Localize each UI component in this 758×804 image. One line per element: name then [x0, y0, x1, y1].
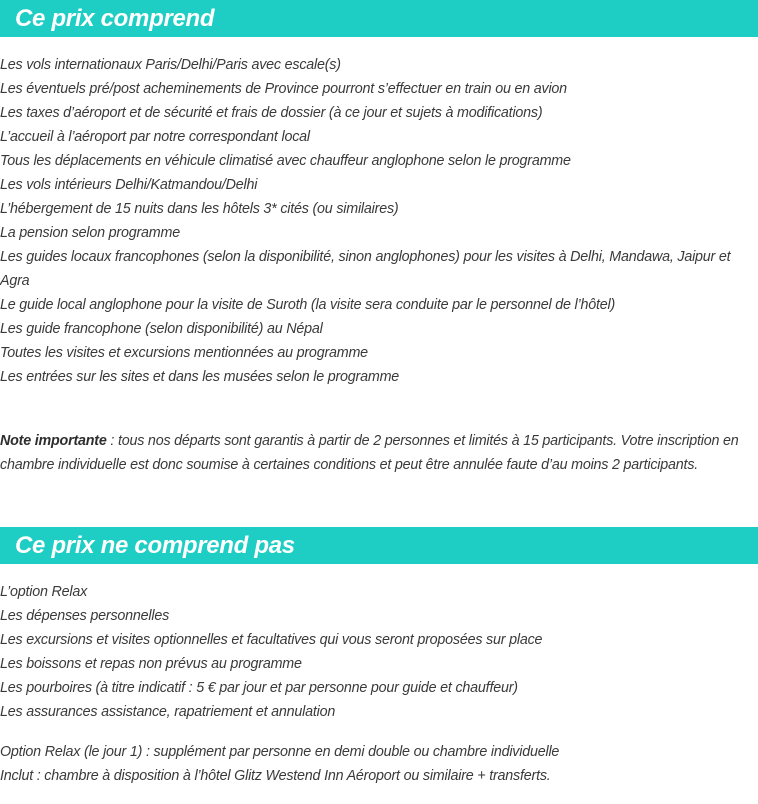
list-item: Les assurances assistance, rapatriement et annulation [0, 704, 336, 720]
excluded-section-header [0, 527, 758, 564]
list-item: Les pourboires (à titre indicatif : 5 € par jour et par personne pour guide et chauffeur) [0, 680, 518, 696]
option-relax-line-2: Inclut : chambre à disposition à l’hôtel Glitz Westend Inn Aéroport ou similaire + transferts. [0, 768, 551, 784]
list-item: Les guides locaux francophones (selon la disponibilité, sinon anglophones) pour les visites à Delhi, Mandawa, Jaipur et Agra [0, 249, 731, 289]
list-item: Les boissons et repas non prévus au programme [0, 656, 302, 672]
excluded-section-title: Ce prix ne comprend pas [15, 531, 295, 559]
list-item: La pension selon programme [0, 225, 180, 241]
list-item: Les vols intérieurs Delhi/Katmandou/Delhi [0, 177, 258, 193]
list-item: Toutes les visites et excursions mentionnées au programme [0, 345, 368, 361]
important-note-text: : tous nos départs sont garantis à partir de 2 personnes et limités à 15 participants. Votre inscription en chambre individuelle est donc soumise à certaines conditions et peut être annulée faute d’au moins 2 participants. [0, 433, 739, 473]
list-item: L’option Relax [0, 584, 88, 600]
option-relax-description [0, 740, 758, 788]
list-item: Les guide francophone (selon disponibilité) au Népal [0, 321, 323, 337]
list-item: Les entrées sur les sites et dans les musées selon le programme [0, 369, 400, 385]
list-item: L’accueil à l’aéroport par notre correspondant local [0, 129, 310, 145]
excluded-list [0, 580, 758, 724]
list-item: L’hébergement de 15 nuits dans les hôtels 3* cités (ou similaires) [0, 201, 399, 217]
list-item: Les vols internationaux Paris/Delhi/Paris avec escale(s) [0, 57, 341, 73]
important-note-label: Note importante [0, 433, 107, 449]
list-item: Les taxes d’aéroport et de sécurité et frais de dossier (à ce jour et sujets à modifications) [0, 105, 543, 121]
list-item: Les dépenses personnelles [0, 608, 170, 624]
included-section-header [0, 0, 758, 37]
list-item: Les excursions et visites optionnelles et facultatives qui vous seront proposées sur place [0, 632, 543, 648]
included-list [0, 53, 758, 389]
list-item: Tous les déplacements en véhicule climatisé avec chauffeur anglophone selon le programme [0, 153, 571, 169]
list-item: Le guide local anglophone pour la visite de Suroth (la visite sera conduite par le personnel de l’hôtel) [0, 297, 616, 313]
list-item: Les éventuels pré/post acheminements de Province pourront s’effectuer en train ou en avion [0, 81, 567, 97]
included-section-title: Ce prix comprend [15, 4, 215, 32]
option-relax-line-1: Option Relax (le jour 1) : supplément par personne en demi double ou chambre individuelle [0, 744, 560, 760]
important-note [0, 429, 758, 477]
